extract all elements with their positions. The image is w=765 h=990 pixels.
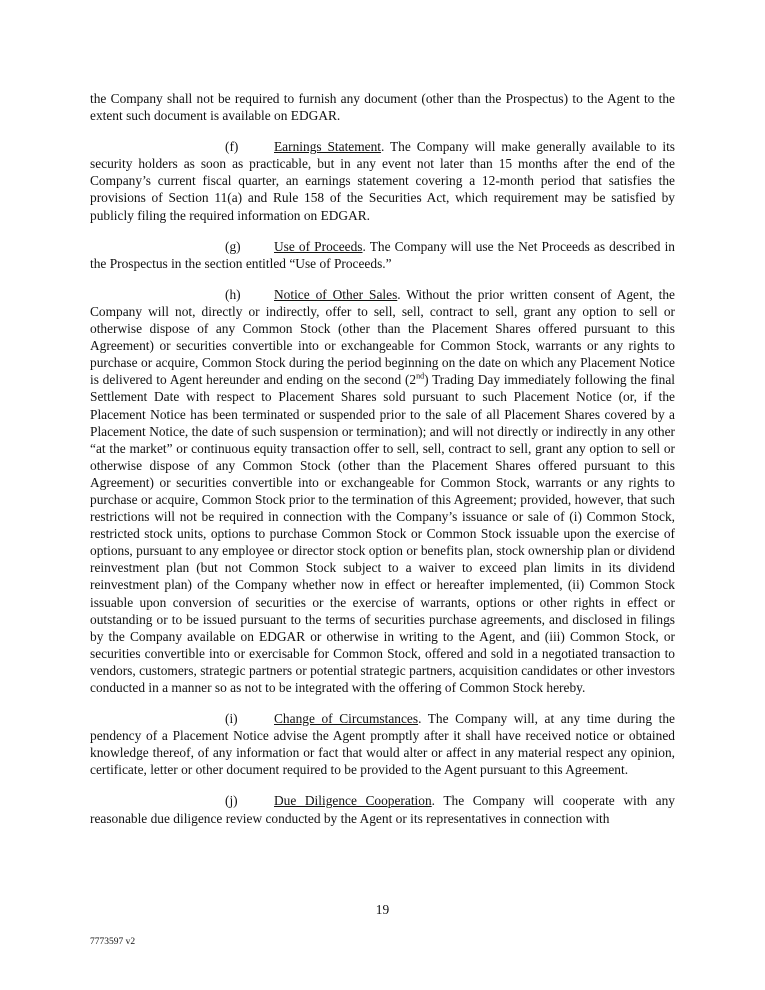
paragraph-g bbox=[90, 238, 675, 272]
paragraph-text: the Company shall not be required to furnish any document (other than the Prospectus) to the Agent to the extent such document is available on EDGAR. bbox=[90, 91, 675, 124]
paragraph-heading: Change of Circumstances bbox=[274, 711, 419, 727]
paragraph-j bbox=[90, 792, 675, 826]
paragraph-heading: Notice of Other Sales bbox=[274, 286, 398, 302]
paragraph-text: . The Company will use the Net Proceeds as described in the Prospectus in the section entitled “Use of Proceeds.” bbox=[90, 238, 675, 271]
paragraph-text: . The Company will make generally available to its security holders as soon as practicable, but in any event not later than 15 months after the end of the Company’s current fiscal quarter, an earnings statement covering a 12-month period that satisfies the provisions of Section 11(a) and Rule 158 of the Securities Act, which requirement may be satisfied by publicly filing the required information on EDGAR. bbox=[90, 139, 675, 223]
paragraph-text-cont: ) Trading Day immediately following the final Settlement Date with respect to Placement Shares sold pursuant to such Placement Notice (or, if the Placement Notice has been terminated or suspended prior to the sale of all Placement Shares covered by a Placement Notice, the date of such suspension or termination); and will not directly or indirectly in any other “at the market” or continuous equity transaction offer to sell, sell, contract to sell, grant any option to sell or otherwise dispose of any Common Stock (other than the Placement Shares offered pursuant to this Agreement) or securities convertible into or exchangeable for Common Stock, warrants or any rights to purchase or acquire, Common Stock prior to the termination of this Agreement; provided, however, that such restrictions will not be required in connection with the Company’s issuance or sale of (i) Common Stock, restricted stock units, options to purchase Common Stock or Common Stock issuable upon the exercise of options, pursuant to any employee or director stock option or benefits plan, stock ownership plan or dividend reinvestment plan (but not Common Stock subject to a waiver to exceed plan limits in its dividend reinvestment plan) of the Company whether now in effect or hereafter implemented, (ii) Common Stock issuable upon conversion of securities or the exercise of warrants, options or other rights in effect or outstanding or to be issued pursuant to the terms of securities purchase agreements, and disclosed in filings by the Company available on EDGAR or otherwise in writing to the Agent, and (iii) Common Stock, or securities convertible into or exercisable for Common Stock, offered and sold in a negotiated transaction to vendors, customers, strategic partners or potential strategic partners, acquisition candidates or other investors conducted in a manner so as not to be integrated with the offering of Common Stock hereby. bbox=[90, 372, 675, 695]
paragraph-text: . The Company will cooperate with any reasonable due diligence review conducted by the Agent or its representatives in connection with bbox=[90, 793, 675, 826]
paragraph-heading: Earnings Statement bbox=[274, 139, 382, 155]
paragraph-f bbox=[90, 138, 675, 223]
paragraph-label: (h) bbox=[225, 286, 241, 302]
paragraph-text: . The Company will, at any time during the pendency of a Placement Notice advise the Agent promptly after it shall have received notice or obtained knowledge thereof, of any information or fact that would alter or affect in any material respect any opinion, certificate, letter or other document required to be provided to the Agent pursuant to this Agreement. bbox=[90, 711, 675, 778]
paragraph-heading: Due Diligence Cooperation bbox=[274, 793, 432, 809]
paragraph-continuation bbox=[90, 90, 675, 124]
paragraph-label: (f) bbox=[225, 139, 239, 155]
paragraph-label: (j) bbox=[225, 793, 238, 809]
paragraph-i bbox=[90, 710, 675, 778]
paragraph-label: (g) bbox=[225, 238, 241, 254]
paragraph-heading: Use of Proceeds bbox=[274, 238, 363, 254]
paragraph-text: . Without the prior written consent of Agent, the Company will not, directly or indirectly, offer to sell, sell, contract to sell, grant any option to sell or otherwise dispose of any Common Stock (other than the Placement Shares offered pursuant to this Agreement) or securities convertible into or exchangeable for Common Stock, warrants or any rights to purchase or acquire, Common Stock during the period beginning on the date on which any Placement Notice is delivered to Agent hereunder and ending on the second (2 bbox=[90, 286, 675, 388]
page-number: 19 bbox=[375, 902, 390, 917]
body-text bbox=[90, 90, 675, 841]
paragraph-label: (i) bbox=[225, 711, 238, 727]
document-id: 7773597 v2 bbox=[90, 937, 136, 947]
superscript: nd bbox=[416, 371, 425, 381]
paragraph-h bbox=[90, 286, 675, 696]
